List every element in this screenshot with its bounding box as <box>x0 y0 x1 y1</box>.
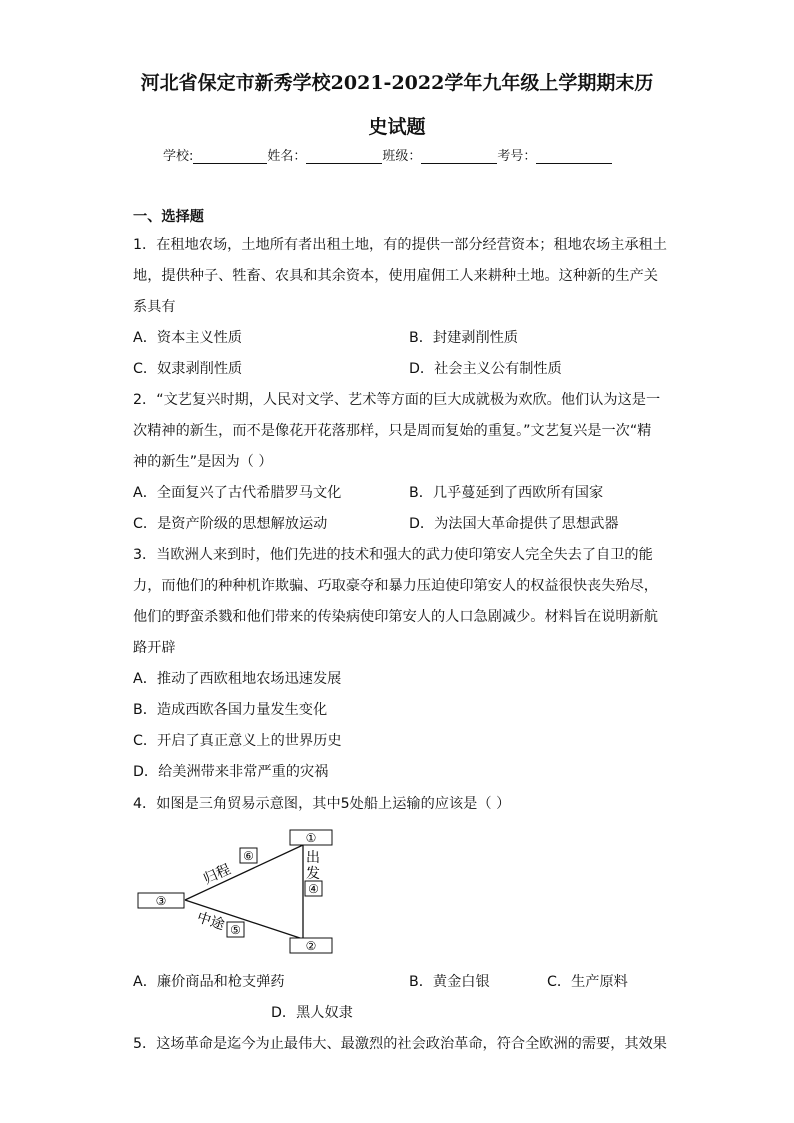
name-blank[interactable] <box>306 149 382 164</box>
q4-option-b[interactable]: B．黄金白银 <box>409 974 490 990</box>
q2-line-2: 次精神的新生，而不是像花开花落那样，只是周而复始的重复。”文艺复兴是一次“精 <box>133 423 652 439</box>
marker-right-edge <box>305 881 322 896</box>
svg-text:①: ① <box>305 831 317 845</box>
route-label-depart-1: 出 <box>306 850 320 866</box>
q1-option-d[interactable]: D．社会主义公有制性质 <box>409 361 562 377</box>
svg-text:③: ③ <box>155 894 167 908</box>
q2-line-1: 2．“文艺复兴时期，人民对文学、艺术等方面的巨大成就极为欢欣。他们认为这是一 <box>133 392 661 408</box>
route-label-return: 归程 <box>201 861 234 888</box>
section-title: 一、选择题 <box>133 209 204 225</box>
q3-line-3: 他们的野蛮杀戮和他们带来的传染病使印第安人的人口急剧减少。材料旨在说明新航 <box>133 609 658 625</box>
svg-text:④: ④ <box>308 882 319 896</box>
page-title-line-2: 史试题 <box>368 116 426 138</box>
q3-line-4: 路开辟 <box>133 640 176 656</box>
svg-text:⑤: ⑤ <box>230 923 241 937</box>
q4-option-c[interactable]: C．生产原料 <box>547 974 628 990</box>
box-bottom <box>290 938 332 953</box>
q2-option-c[interactable]: C．是资产阶级的思想解放运动 <box>133 516 328 532</box>
school-blank[interactable] <box>193 149 267 164</box>
exam-no-label: 考号： <box>497 149 537 164</box>
q3-line-2: 力，而他们的种种机诈欺骗、巧取豪夺和暴力压迫使印第安人的权益很快丧失殆尽， <box>133 578 658 594</box>
q2-option-b[interactable]: B．几乎蔓延到了西欧所有国家 <box>409 485 604 501</box>
exam-no-blank[interactable] <box>536 149 612 164</box>
q1-line-2: 地，提供种子、牲畜、农具和其余资本，使用雇佣工人来耕种土地。这种新的生产关 <box>133 268 658 284</box>
route-label-middle: 中途 <box>194 909 227 934</box>
q5-line-1: 5．这场革命是迄今为止最伟大、最激烈的社会政治革命，符合全欧洲的需要，其效果 <box>133 1036 667 1052</box>
class-blank[interactable] <box>421 149 497 164</box>
class-label: 班级： <box>382 149 422 164</box>
q1-option-b[interactable]: B．封建剥削性质 <box>409 330 519 346</box>
q2-option-a[interactable]: A．全面复兴了古代希腊罗马文化 <box>133 485 342 501</box>
q2-line-3: 神的新生”是因为（ ） <box>133 454 273 470</box>
q3-line-1: 3．当欧洲人来到时，他们先进的技术和强大的武力使印第安人完全失去了自卫的能 <box>133 547 653 563</box>
school-label: 学校: <box>163 149 194 164</box>
q3-option-b[interactable]: B．造成西欧各国力量发生变化 <box>133 702 328 718</box>
svg-text:⑥: ⑥ <box>243 849 254 863</box>
route-label-depart-2: 发 <box>306 866 320 882</box>
q1-option-a[interactable]: A．资本主义性质 <box>133 330 243 346</box>
box-top <box>290 830 332 845</box>
q3-option-d[interactable]: D．给美洲带来非常严重的灾祸 <box>133 764 329 780</box>
q1-option-c[interactable]: C．奴隶剥削性质 <box>133 361 243 377</box>
triangle-trade-diagram <box>130 826 350 956</box>
q2-option-d[interactable]: D．为法国大革命提供了思想武器 <box>409 516 619 532</box>
svg-text:②: ② <box>305 939 317 953</box>
q4-option-d[interactable]: D．黑人奴隶 <box>271 1005 353 1021</box>
name-label: 姓名： <box>267 149 307 164</box>
q4-option-a[interactable]: A．廉价商品和枪支弹药 <box>133 974 285 990</box>
box-left <box>138 893 184 908</box>
marker-lower-edge <box>227 922 244 937</box>
marker-upper-edge <box>240 848 257 863</box>
q4-line-1: 4．如图是三角贸易示意图，其中5处船上运输的应该是（ ） <box>133 796 511 812</box>
q1-line-1: 1．在租地农场，土地所有者出租土地，有的提供一部分经营资本；租地农场主承租土 <box>133 237 667 253</box>
page-title-line-1: 河北省保定市新秀学校2021-2022学年九年级上学期期末历 <box>140 72 654 94</box>
q3-option-a[interactable]: A．推动了西欧租地农场迅速发展 <box>133 671 342 687</box>
q1-line-3: 系具有 <box>133 299 176 315</box>
student-info-row <box>163 145 612 164</box>
q3-option-c[interactable]: C．开启了真正意义上的世界历史 <box>133 733 342 749</box>
